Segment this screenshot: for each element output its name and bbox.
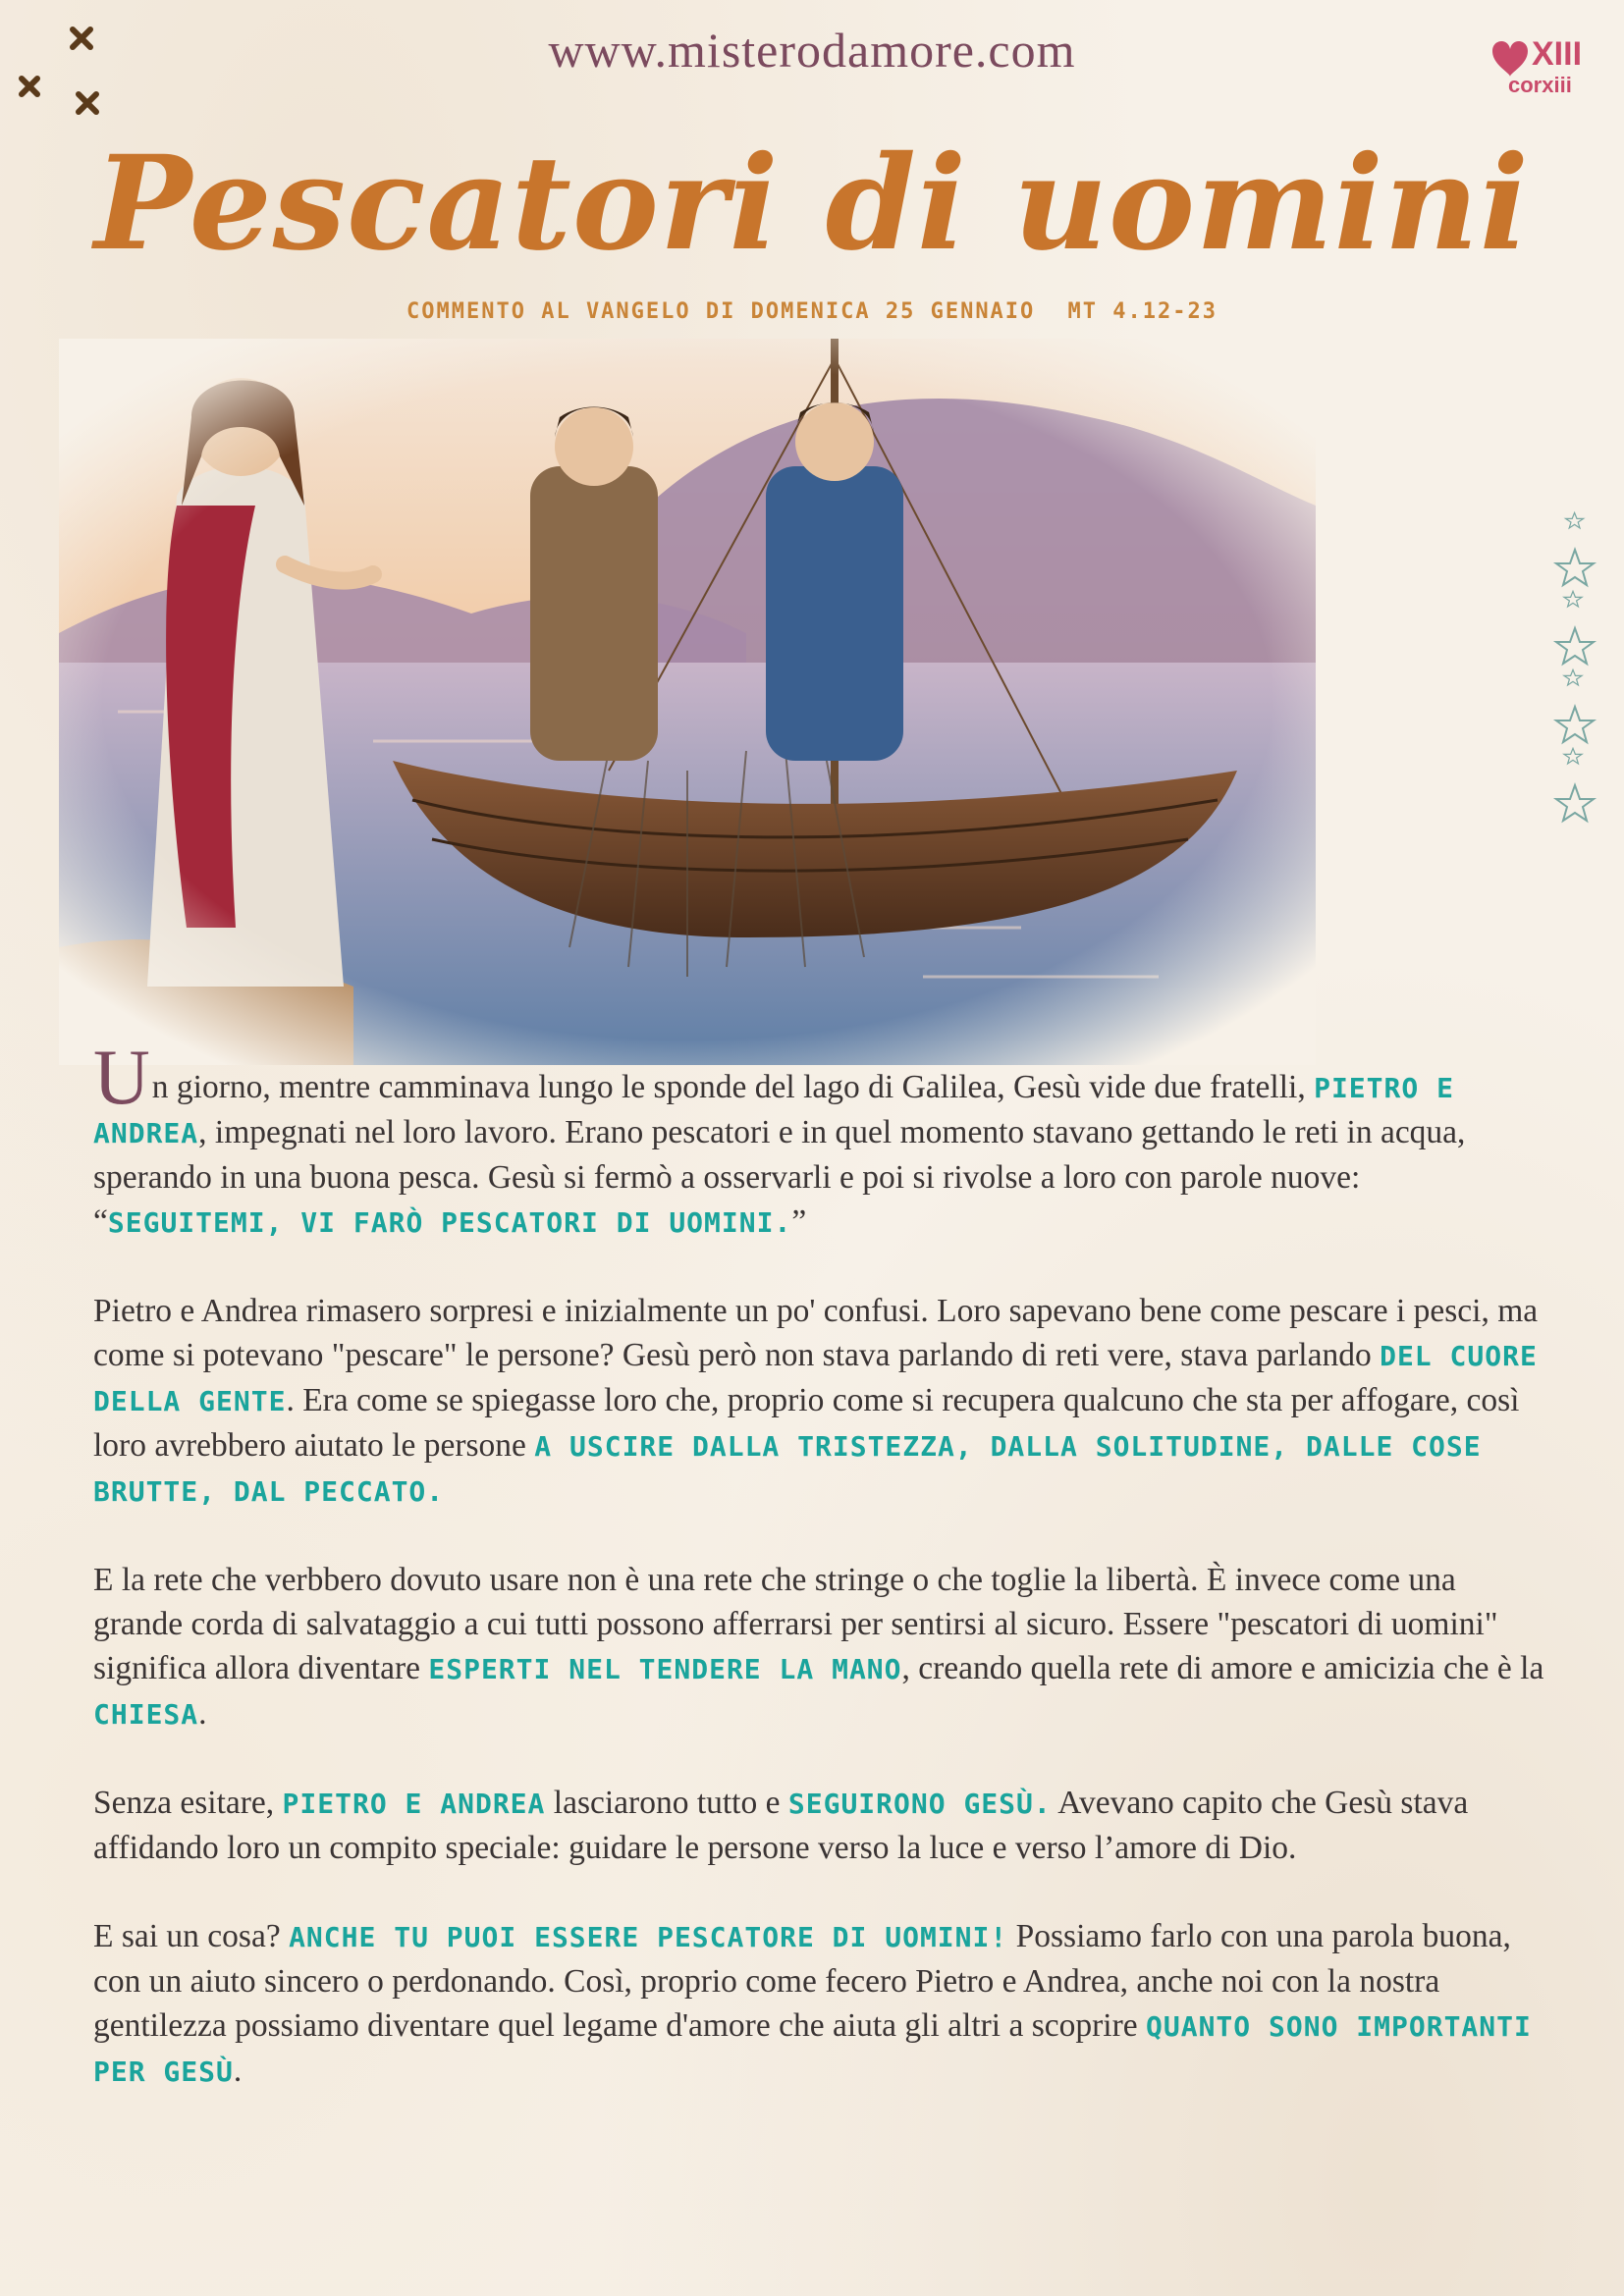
- corxiii-logo-icon: [1479, 22, 1606, 100]
- body-text: Senza esitare,: [93, 1785, 283, 1821]
- body-text: .: [198, 1695, 207, 1732]
- body-text: lasciarono tutto e: [545, 1785, 788, 1821]
- body-text: .: [233, 2053, 243, 2089]
- body-text: . Era come se spiegasse loro che, proprio come si recupera qualcuno che sta per affogare, così loro avrebbero aiutato le persone: [93, 1382, 1520, 1464]
- body-text: ”: [791, 1203, 807, 1240]
- highlighted-phrase: SEGUIRONO GESÙ.: [787, 1788, 1052, 1820]
- body-text: Possiamo farlo con una parola buona, con un aiuto sincero o perdonando. Così, proprio come fecero Pietro e Andrea, anche noi con la nostra gentilezza possiamo diventare quel legame d'amore che aiuta gli altri a scoprire: [93, 1918, 1511, 2044]
- body-text: , impegnati nel loro lavoro. Erano pescatori e in quel momento stavano gettando le reti in acqua, sperando in una buona pesca. Gesù si fermò a osservarli e poi si rivolse a loro con parole nuove: “: [93, 1114, 1466, 1240]
- logo-text-top: XIII: [1532, 35, 1583, 73]
- subtitle-main: COMMENTO AL VANGELO DI DOMENICA 25 GENNAIO: [406, 299, 1036, 324]
- paragraph-5: [93, 1914, 1546, 2094]
- subtitle-reference: MT 4.12-23: [1067, 299, 1218, 324]
- logo-text-bottom: corxiii: [1508, 73, 1572, 97]
- paragraph-1: [93, 1035, 1546, 1245]
- stars-decoration-icon: [1550, 510, 1599, 825]
- highlighted-phrase: QUANTO SONO IMPORTANTI PER GESÙ: [93, 2010, 1532, 2088]
- commentary-body: [93, 1035, 1546, 2138]
- highlighted-phrase: ESPERTI NEL TENDERE LA MANO: [428, 1653, 902, 1685]
- paragraph-2: [93, 1289, 1546, 1514]
- body-text: Pietro e Andrea rimasero sorpresi e inizialmente un po' confusi. Loro sapevano bene come pescare i pesci, ma come si potevano "pescare" le persone? Gesù però non stava parlando di reti vere, stava parlando: [93, 1293, 1539, 1373]
- page-title: Pescatori di uomini: [94, 128, 1530, 280]
- boat-scene-illustration: [59, 339, 1316, 1065]
- highlighted-phrase: CHIESA: [93, 1698, 199, 1731]
- body-text: E sai un cosa?: [93, 1918, 290, 1954]
- paragraph-3: [93, 1558, 1546, 1736]
- highlighted-phrase: PIETRO E ANDREA: [93, 1072, 1454, 1149]
- highlighted-phrase: SEGUITEMI, VI FARÒ PESCATORI DI UOMINI.: [107, 1206, 792, 1239]
- body-text: E la rete che verbbero dovuto usare non è una rete che stringe o che toglie la libertà. È invece come una grande corda di salvataggio a cui tutti possono afferrarsi per sentirsi al sicuro. Essere "pescatori di uomini" significa allora diventare: [93, 1562, 1498, 1686]
- highlighted-phrase: A USCIRE DALLA TRISTEZZA, DALLA SOLITUDINE, DALLE COSE BRUTTE, DAL PECCATO.: [93, 1430, 1482, 1508]
- website-url[interactable]: www.misterodamore.com: [548, 23, 1076, 78]
- body-text: , creando quella rete di amore e amicizia che è la: [901, 1650, 1544, 1686]
- highlighted-phrase: ANCHE TU PUOI ESSERE PESCATORE DI UOMINI!: [289, 1921, 1008, 1953]
- body-text: n giorno, mentre camminava lungo le sponde del lago di Galilea, Gesù vide due fratelli,: [151, 1069, 1315, 1105]
- body-text: Avevano capito che Gesù stava affidando loro un compito speciale: guidare le persone verso la luce e verso l’amore di Dio.: [93, 1785, 1469, 1866]
- drop-cap: U: [93, 1035, 150, 1121]
- page-subtitle: [0, 299, 1624, 324]
- paragraph-4: [93, 1781, 1546, 1870]
- highlighted-phrase: DEL CUORE DELLA GENTE: [93, 1340, 1538, 1417]
- highlighted-phrase: PIETRO E ANDREA: [282, 1788, 546, 1820]
